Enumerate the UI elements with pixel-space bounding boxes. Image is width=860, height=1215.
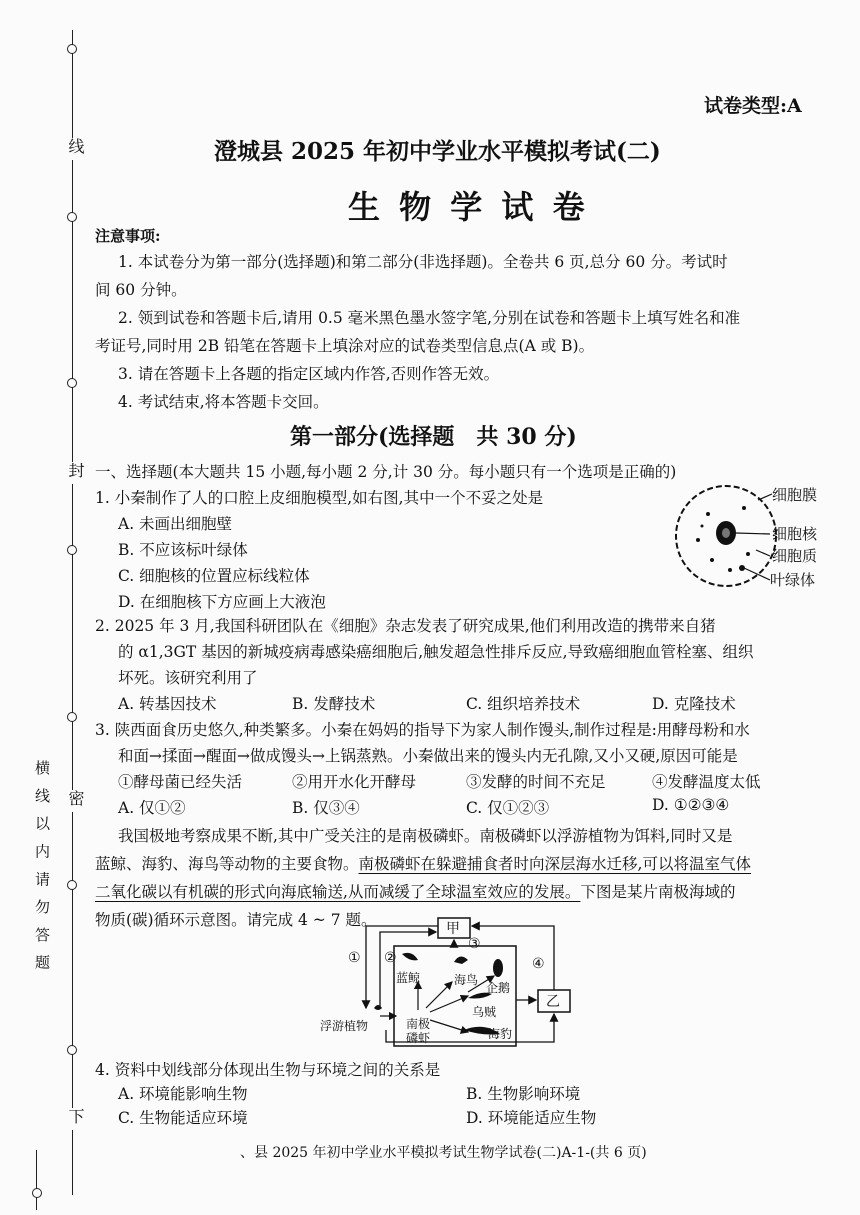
notice-item-3: 3. 请在答题卡上各题的指定区域内作答,否则作答无效。 (118, 365, 500, 383)
label-blue-whale: 蓝鲸 (396, 971, 421, 985)
margin-notice: 横 线 以 内 请 勿 答 题 (33, 760, 51, 974)
q3-option-c: C. 仅①②③ (466, 799, 550, 817)
q1-option-c: C. 细胞核的位置应标线粒体 (118, 567, 310, 585)
plankton-icon (374, 1005, 382, 1010)
binding-hole (67, 545, 77, 555)
paper-type: 试卷类型:A (704, 95, 802, 117)
q4-option-c: C. 生物能适应环境 (118, 1109, 248, 1127)
q4-stem: 4. 资料中划线部分体现出生物与环境之间的关系是 (95, 1061, 441, 1079)
binding-hole (32, 1188, 42, 1198)
label-cell-membrane: 细胞膜 (772, 486, 818, 504)
label-n4: ④ (532, 956, 545, 972)
passage-line-2: 蓝鲸、海豹、海鸟等动物的主要食物。南极磷虾在躲避捕食者时向深层海水迁移,可以将温室气体 (95, 855, 751, 873)
label-krill-2: 磷虾 (406, 1031, 431, 1045)
margin-label-xia: 下 (66, 1108, 85, 1130)
q2-stem-2: 的 α1,3GT 基因的新城疫病毒感染癌细胞后,触发超急性排斥反应,导致癌细胞血管栓塞、组织 (118, 643, 754, 661)
underlined-sentence: 南极磷虾在躲避捕食者时向深层海水迁移,可以将温室气体 (358, 855, 751, 873)
blue-whale-icon (402, 953, 418, 961)
label-n1: ① (348, 950, 361, 966)
q1-stem: 1. 小秦制作了人的口腔上皮细胞模型,如右图,其中一个不妥之处是 (95, 489, 544, 507)
binding-hole (67, 1045, 77, 1055)
carbon-cycle-diagram (318, 912, 580, 1052)
label-penguin: 企鹅 (486, 981, 511, 995)
label-nucleus: 细胞核 (772, 525, 818, 543)
label-n3: ③ (468, 936, 481, 952)
q3-option-a: A. 仅①② (118, 799, 186, 817)
cell-model-diagram (670, 478, 845, 598)
binding-line (72, 30, 73, 1195)
q3-statement-3: ③发酵的时间不充足 (466, 773, 606, 791)
binding-hole (67, 712, 77, 722)
label-krill-1: 南极 (406, 1017, 431, 1031)
notice-item-2-cont: 考证号,同时用 2B 铅笔在答题卡上填涂对应的试卷类型信息点(A 或 B)。 (95, 337, 595, 355)
label-yi: 乙 (546, 994, 560, 1010)
binding-hole (67, 44, 77, 54)
q3-option-b: B. 仅③④ (292, 799, 360, 817)
penguin-icon (493, 959, 503, 977)
notice-heading: 注意事项: (95, 227, 161, 245)
notice-item-1-cont: 间 60 分钟。 (95, 281, 187, 299)
q1-option-a: A. 未画出细胞壁 (118, 515, 233, 533)
q2-option-d: D. 克隆技术 (652, 695, 736, 713)
q1-option-b: B. 不应该标叶绿体 (118, 541, 248, 559)
q2-stem-3: 坏死。该研究利用了 (118, 669, 258, 687)
section-intro: 一、选择题(本大题共 15 小题,每小题 2 分,计 30 分。每小题只有一个选项是正确的) (95, 463, 677, 481)
label-n2: ② (384, 950, 397, 966)
margin-label-xian: 线 (66, 138, 85, 160)
notice-item-4: 4. 考试结束,将本答题卡交回。 (118, 393, 329, 411)
passage-line-1: 我国极地考察成果不断,其中广受关注的是南极磷虾。南极磷虾以浮游植物为饵料,同时又是 (118, 827, 733, 845)
passage-line-3: 二氧化碳以有机碳的形式向海底输送,从而减缓了全球温室效应的发展。下图是某片南极海域的 (95, 883, 736, 901)
passage-line-4: 物质(碳)循环示意图。请完成 4 ~ 7 题。 (95, 911, 377, 929)
label-seal: 海豹 (488, 1027, 513, 1041)
q4-option-a: A. 环境能影响生物 (118, 1085, 248, 1103)
binding-hole (67, 880, 77, 890)
margin-label-feng: 封 (66, 462, 85, 484)
q3-option-d: D. ①②③④ (652, 796, 730, 814)
q4-option-b: B. 生物影响环境 (466, 1085, 581, 1103)
label-chloroplast: 叶绿体 (770, 571, 816, 589)
part1-title: 第一部分(选择题 共 30 分) (290, 424, 577, 450)
q3-statement-2: ②用开水化开酵母 (292, 773, 417, 791)
notice-item-1: 1. 本试卷分为第一部分(选择题)和第二部分(非选择题)。全卷共 6 页,总分 60 分。考试时 (118, 253, 728, 271)
label-seabird: 海鸟 (454, 973, 479, 987)
q1-option-d: D. 在细胞核下方应画上大液泡 (118, 593, 326, 611)
q3-statement-1: ①酵母菌已经失活 (118, 773, 243, 791)
binding-line-lower (36, 1150, 37, 1210)
q3-stem-2: 和面→揉面→醒面→做成馒头→上锅蒸熟。小秦做出来的馒头内无孔隙,又小又硬,原因可能是 (118, 747, 738, 765)
subject-title: 生 物 学 试 卷 (348, 188, 589, 226)
margin-label-mi: 密 (66, 790, 85, 812)
q4-option-d: D. 环境能适应生物 (466, 1109, 597, 1127)
notice-item-2: 2. 领到试卷和答题卡后,请用 0.5 毫米黑色墨水签字笔,分别在试卷和答题卡上填写姓名和准 (118, 309, 741, 327)
q3-stem-1: 3. 陕西面食历史悠久,种类繁多。小秦在妈妈的指导下为家人制作馒头,制作过程是:用酵母粉和水 (95, 721, 750, 739)
seabird-icon (454, 956, 468, 964)
label-cytoplasm: 细胞质 (772, 547, 818, 565)
q3-statement-4: ④发酵温度太低 (652, 773, 761, 791)
exam-title: 澄城县 2025 年初中学业水平模拟考试(二) (214, 138, 661, 165)
underlined-sentence-cont: 二氧化碳以有机碳的形式向海底输送,从而减缓了全球温室效应的发展。 (95, 883, 581, 901)
binding-hole (67, 212, 77, 222)
q2-stem-1: 2. 2025 年 3 月,我国科研团队在《细胞》杂志发表了研究成果,他们利用改造的携带来自猪 (95, 617, 716, 635)
label-plankton: 浮游植物 (320, 1019, 369, 1033)
q2-option-c: C. 组织培养技术 (466, 695, 581, 713)
q2-option-b: B. 发酵技术 (292, 695, 376, 713)
binding-hole (67, 378, 77, 388)
label-squid: 乌贼 (472, 1005, 497, 1019)
q2-option-a: A. 转基因技术 (118, 695, 217, 713)
label-jia: 甲 (446, 921, 460, 937)
page-footer: 、县 2025 年初中学业水平模拟考试生物学试卷(二)A-1-(共 6 页) (240, 1145, 647, 1161)
